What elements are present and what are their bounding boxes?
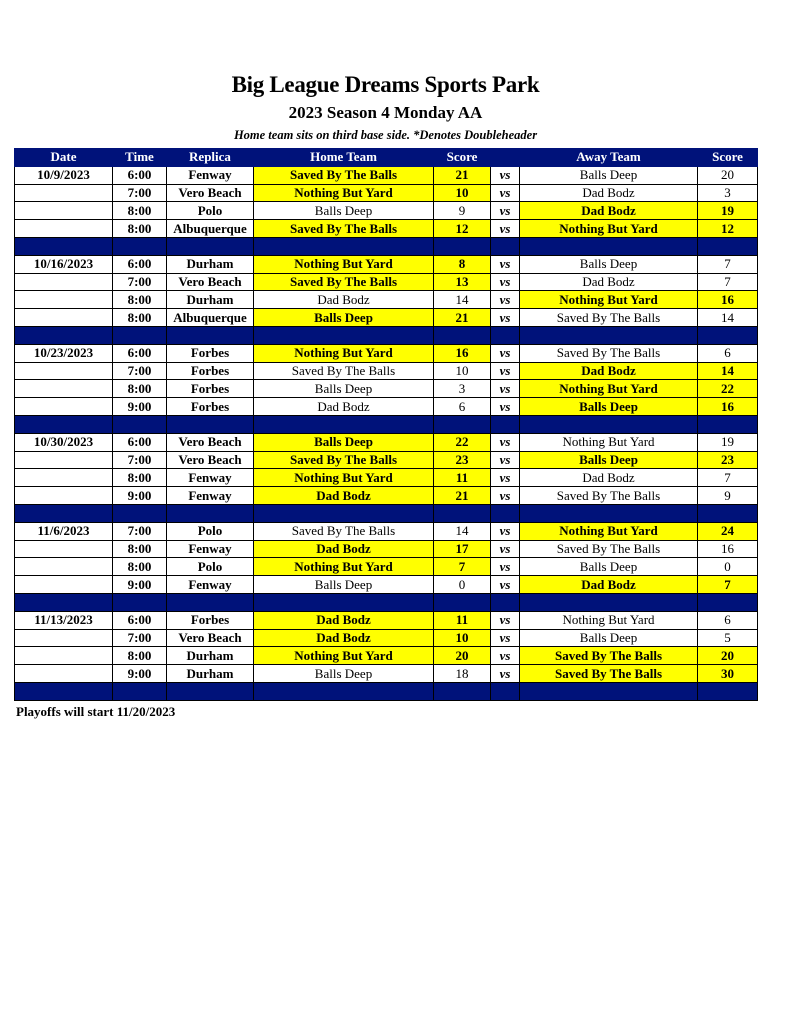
vs-cell: vs [491, 166, 520, 184]
away-team-cell: Dad Bodz [520, 469, 698, 487]
away-score-cell: 24 [698, 522, 758, 540]
separator-cell [520, 326, 698, 344]
home-score-cell: 7 [434, 558, 491, 576]
vs-cell: vs [491, 380, 520, 398]
home-score-cell: 11 [434, 611, 491, 629]
time-cell: 8:00 [113, 291, 167, 309]
date-cell: 10/23/2023 [15, 344, 113, 362]
vs-cell: vs [491, 202, 520, 220]
vs-cell: vs [491, 184, 520, 202]
away-team-cell: Dad Bodz [520, 576, 698, 594]
week-separator-row [15, 593, 758, 611]
separator-cell [15, 593, 113, 611]
away-score-cell: 20 [698, 166, 758, 184]
replica-cell: Forbes [167, 611, 254, 629]
replica-cell: Forbes [167, 362, 254, 380]
separator-cell [15, 415, 113, 433]
home-team-cell: Dad Bodz [254, 487, 434, 505]
replica-cell: Vero Beach [167, 184, 254, 202]
separator-cell [254, 504, 434, 522]
away-score-cell: 16 [698, 540, 758, 558]
replica-cell: Vero Beach [167, 273, 254, 291]
replica-cell: Forbes [167, 344, 254, 362]
time-cell: 8:00 [113, 309, 167, 327]
home-team-cell: Dad Bodz [254, 540, 434, 558]
away-score-cell: 14 [698, 309, 758, 327]
home-team-cell: Saved By The Balls [254, 362, 434, 380]
date-cell [15, 309, 113, 327]
home-team-cell: Balls Deep [254, 433, 434, 451]
away-score-cell: 14 [698, 362, 758, 380]
date-cell [15, 487, 113, 505]
home-team-cell: Balls Deep [254, 576, 434, 594]
away-score-cell: 5 [698, 629, 758, 647]
home-team-cell: Nothing But Yard [254, 558, 434, 576]
separator-cell [434, 682, 491, 700]
date-cell [15, 576, 113, 594]
home-team-cell: Nothing But Yard [254, 469, 434, 487]
away-team-cell: Balls Deep [520, 255, 698, 273]
home-score-cell: 20 [434, 647, 491, 665]
away-score-cell: 16 [698, 291, 758, 309]
separator-cell [520, 237, 698, 255]
time-cell: 9:00 [113, 576, 167, 594]
vs-cell: vs [491, 522, 520, 540]
table-row [15, 522, 758, 540]
header-date: Date [15, 149, 113, 167]
replica-cell: Durham [167, 255, 254, 273]
separator-cell [434, 326, 491, 344]
vs-cell: vs [491, 558, 520, 576]
home-score-cell: 13 [434, 273, 491, 291]
away-score-cell: 7 [698, 273, 758, 291]
separator-cell [520, 593, 698, 611]
time-cell: 8:00 [113, 540, 167, 558]
away-score-cell: 7 [698, 255, 758, 273]
week-separator-row [15, 326, 758, 344]
away-team-cell: Saved By The Balls [520, 665, 698, 683]
away-score-cell: 16 [698, 398, 758, 416]
replica-cell: Vero Beach [167, 433, 254, 451]
away-team-cell: Nothing But Yard [520, 380, 698, 398]
vs-cell: vs [491, 647, 520, 665]
separator-cell [698, 504, 758, 522]
away-team-cell: Dad Bodz [520, 362, 698, 380]
table-row [15, 202, 758, 220]
date-cell [15, 202, 113, 220]
page-subtitle: 2023 Season 4 Monday AA [288, 103, 483, 122]
replica-cell: Polo [167, 522, 254, 540]
replica-cell: Vero Beach [167, 629, 254, 647]
separator-cell [698, 415, 758, 433]
separator-cell [167, 326, 254, 344]
home-team-cell: Saved By The Balls [254, 220, 434, 238]
home-score-cell: 22 [434, 433, 491, 451]
vs-cell: vs [491, 540, 520, 558]
away-team-cell: Nothing But Yard [520, 433, 698, 451]
separator-cell [167, 415, 254, 433]
time-cell: 6:00 [113, 344, 167, 362]
date-cell: 10/16/2023 [15, 255, 113, 273]
home-team-cell: Nothing But Yard [254, 344, 434, 362]
home-score-cell: 10 [434, 629, 491, 647]
vs-cell: vs [491, 291, 520, 309]
replica-cell: Fenway [167, 166, 254, 184]
separator-cell [167, 237, 254, 255]
table-row [15, 398, 758, 416]
separator-cell [698, 682, 758, 700]
replica-cell: Fenway [167, 469, 254, 487]
time-cell: 6:00 [113, 255, 167, 273]
header-home-score: Score [434, 149, 491, 167]
table-row [15, 558, 758, 576]
separator-cell [434, 504, 491, 522]
date-cell [15, 558, 113, 576]
separator-cell [15, 237, 113, 255]
away-score-cell: 23 [698, 451, 758, 469]
away-team-cell: Saved By The Balls [520, 540, 698, 558]
away-team-cell: Dad Bodz [520, 184, 698, 202]
week-separator-row [15, 504, 758, 522]
schedule-table [14, 148, 758, 701]
replica-cell: Durham [167, 665, 254, 683]
vs-cell: vs [491, 220, 520, 238]
separator-cell [491, 237, 520, 255]
vs-cell: vs [491, 451, 520, 469]
table-row [15, 540, 758, 558]
separator-cell [15, 682, 113, 700]
header-time: Time [113, 149, 167, 167]
separator-cell [434, 237, 491, 255]
table-row [15, 629, 758, 647]
home-team-cell: Nothing But Yard [254, 184, 434, 202]
table-row [15, 344, 758, 362]
date-cell [15, 665, 113, 683]
separator-cell [434, 593, 491, 611]
table-row [15, 380, 758, 398]
home-team-cell: Balls Deep [254, 309, 434, 327]
date-cell [15, 220, 113, 238]
home-team-cell: Saved By The Balls [254, 522, 434, 540]
home-score-cell: 8 [434, 255, 491, 273]
away-score-cell: 12 [698, 220, 758, 238]
away-team-cell: Saved By The Balls [520, 344, 698, 362]
home-team-cell: Balls Deep [254, 380, 434, 398]
separator-cell [113, 682, 167, 700]
date-cell: 10/30/2023 [15, 433, 113, 451]
home-score-cell: 6 [434, 398, 491, 416]
table-row [15, 451, 758, 469]
table-row [15, 184, 758, 202]
table-row [15, 255, 758, 273]
separator-cell [113, 504, 167, 522]
away-score-cell: 6 [698, 344, 758, 362]
away-team-cell: Balls Deep [520, 451, 698, 469]
home-score-cell: 10 [434, 184, 491, 202]
date-cell: 11/13/2023 [15, 611, 113, 629]
away-team-cell: Balls Deep [520, 558, 698, 576]
week-separator-row [15, 237, 758, 255]
away-score-cell: 19 [698, 433, 758, 451]
separator-cell [491, 593, 520, 611]
table-row [15, 309, 758, 327]
table-row [15, 647, 758, 665]
vs-cell: vs [491, 487, 520, 505]
time-cell: 8:00 [113, 647, 167, 665]
away-team-cell: Nothing But Yard [520, 522, 698, 540]
table-row [15, 665, 758, 683]
separator-cell [167, 593, 254, 611]
separator-cell [15, 504, 113, 522]
time-cell: 7:00 [113, 273, 167, 291]
replica-cell: Fenway [167, 540, 254, 558]
away-score-cell: 0 [698, 558, 758, 576]
schedule-note: Home team sits on third base side. *Denotes Doubleheader [233, 128, 538, 142]
separator-cell [520, 682, 698, 700]
home-team-cell: Dad Bodz [254, 398, 434, 416]
time-cell: 9:00 [113, 487, 167, 505]
home-score-cell: 0 [434, 576, 491, 594]
table-row [15, 362, 758, 380]
home-score-cell: 21 [434, 166, 491, 184]
home-score-cell: 14 [434, 291, 491, 309]
home-score-cell: 23 [434, 451, 491, 469]
away-team-cell: Saved By The Balls [520, 309, 698, 327]
replica-cell: Polo [167, 202, 254, 220]
separator-cell [491, 326, 520, 344]
replica-cell: Vero Beach [167, 451, 254, 469]
vs-cell: vs [491, 433, 520, 451]
table-row [15, 291, 758, 309]
replica-cell: Forbes [167, 380, 254, 398]
date-cell [15, 398, 113, 416]
away-score-cell: 30 [698, 665, 758, 683]
home-team-cell: Balls Deep [254, 665, 434, 683]
home-score-cell: 21 [434, 309, 491, 327]
header-away-team: Away Team [520, 149, 698, 167]
home-team-cell: Nothing But Yard [254, 647, 434, 665]
replica-cell: Forbes [167, 398, 254, 416]
away-team-cell: Nothing But Yard [520, 611, 698, 629]
home-score-cell: 12 [434, 220, 491, 238]
date-cell [15, 362, 113, 380]
away-score-cell: 19 [698, 202, 758, 220]
separator-cell [698, 326, 758, 344]
header-vs [491, 149, 520, 167]
header-row [15, 149, 758, 167]
home-score-cell: 17 [434, 540, 491, 558]
replica-cell: Albuquerque [167, 309, 254, 327]
away-score-cell: 22 [698, 380, 758, 398]
vs-cell: vs [491, 611, 520, 629]
away-team-cell: Nothing But Yard [520, 220, 698, 238]
away-team-cell: Balls Deep [520, 398, 698, 416]
separator-cell [113, 415, 167, 433]
time-cell: 6:00 [113, 611, 167, 629]
time-cell: 8:00 [113, 380, 167, 398]
separator-cell [254, 682, 434, 700]
home-team-cell: Saved By The Balls [254, 166, 434, 184]
date-cell [15, 184, 113, 202]
separator-cell [254, 326, 434, 344]
home-team-cell: Dad Bodz [254, 611, 434, 629]
home-team-cell: Saved By The Balls [254, 451, 434, 469]
separator-cell [491, 504, 520, 522]
home-score-cell: 3 [434, 380, 491, 398]
away-team-cell: Dad Bodz [520, 202, 698, 220]
home-team-cell: Dad Bodz [254, 629, 434, 647]
home-score-cell: 16 [434, 344, 491, 362]
home-score-cell: 14 [434, 522, 491, 540]
separator-cell [167, 504, 254, 522]
replica-cell: Albuquerque [167, 220, 254, 238]
time-cell: 8:00 [113, 202, 167, 220]
vs-cell: vs [491, 469, 520, 487]
time-cell: 6:00 [113, 433, 167, 451]
home-score-cell: 9 [434, 202, 491, 220]
table-row [15, 487, 758, 505]
vs-cell: vs [491, 629, 520, 647]
away-score-cell: 3 [698, 184, 758, 202]
home-score-cell: 21 [434, 487, 491, 505]
table-row [15, 469, 758, 487]
time-cell: 7:00 [113, 451, 167, 469]
header-home-team: Home Team [254, 149, 434, 167]
date-cell [15, 647, 113, 665]
replica-cell: Fenway [167, 487, 254, 505]
vs-cell: vs [491, 344, 520, 362]
time-cell: 8:00 [113, 558, 167, 576]
vs-cell: vs [491, 255, 520, 273]
home-team-cell: Nothing But Yard [254, 255, 434, 273]
home-score-cell: 18 [434, 665, 491, 683]
away-score-cell: 9 [698, 487, 758, 505]
away-score-cell: 6 [698, 611, 758, 629]
home-team-cell: Dad Bodz [254, 291, 434, 309]
home-team-cell: Balls Deep [254, 202, 434, 220]
separator-cell [254, 415, 434, 433]
header-replica: Replica [167, 149, 254, 167]
away-score-cell: 20 [698, 647, 758, 665]
separator-cell [491, 415, 520, 433]
separator-cell [254, 237, 434, 255]
table-row [15, 433, 758, 451]
replica-cell: Durham [167, 647, 254, 665]
separator-cell [491, 682, 520, 700]
time-cell: 9:00 [113, 398, 167, 416]
away-score-cell: 7 [698, 469, 758, 487]
date-cell [15, 273, 113, 291]
table-row [15, 611, 758, 629]
table-row [15, 166, 758, 184]
vs-cell: vs [491, 273, 520, 291]
separator-cell [113, 326, 167, 344]
week-separator-row [15, 682, 758, 700]
away-score-cell: 7 [698, 576, 758, 594]
separator-cell [520, 504, 698, 522]
separator-cell [698, 593, 758, 611]
home-team-cell: Saved By The Balls [254, 273, 434, 291]
playoffs-note: Playoffs will start 11/20/2023 [16, 704, 176, 719]
separator-cell [254, 593, 434, 611]
separator-cell [698, 237, 758, 255]
time-cell: 9:00 [113, 665, 167, 683]
separator-cell [167, 682, 254, 700]
away-team-cell: Dad Bodz [520, 273, 698, 291]
date-cell [15, 540, 113, 558]
date-cell: 11/6/2023 [15, 522, 113, 540]
home-score-cell: 10 [434, 362, 491, 380]
date-cell [15, 291, 113, 309]
separator-cell [434, 415, 491, 433]
separator-cell [113, 237, 167, 255]
date-cell [15, 469, 113, 487]
vs-cell: vs [491, 576, 520, 594]
vs-cell: vs [491, 362, 520, 380]
time-cell: 8:00 [113, 469, 167, 487]
separator-cell [520, 415, 698, 433]
table-row [15, 576, 758, 594]
vs-cell: vs [491, 665, 520, 683]
time-cell: 7:00 [113, 362, 167, 380]
away-team-cell: Saved By The Balls [520, 487, 698, 505]
table-row [15, 220, 758, 238]
time-cell: 7:00 [113, 522, 167, 540]
date-cell [15, 451, 113, 469]
away-team-cell: Balls Deep [520, 629, 698, 647]
time-cell: 8:00 [113, 220, 167, 238]
home-score-cell: 11 [434, 469, 491, 487]
time-cell: 7:00 [113, 184, 167, 202]
date-cell [15, 380, 113, 398]
replica-cell: Durham [167, 291, 254, 309]
away-team-cell: Balls Deep [520, 166, 698, 184]
page-title: Big League Dreams Sports Park [231, 72, 540, 97]
date-cell: 10/9/2023 [15, 166, 113, 184]
separator-cell [15, 326, 113, 344]
replica-cell: Fenway [167, 576, 254, 594]
away-team-cell: Saved By The Balls [520, 647, 698, 665]
header-away-score: Score [698, 149, 758, 167]
vs-cell: vs [491, 398, 520, 416]
away-team-cell: Nothing But Yard [520, 291, 698, 309]
week-separator-row [15, 415, 758, 433]
date-cell [15, 629, 113, 647]
time-cell: 7:00 [113, 629, 167, 647]
table-row [15, 273, 758, 291]
replica-cell: Polo [167, 558, 254, 576]
separator-cell [113, 593, 167, 611]
vs-cell: vs [491, 309, 520, 327]
time-cell: 6:00 [113, 166, 167, 184]
